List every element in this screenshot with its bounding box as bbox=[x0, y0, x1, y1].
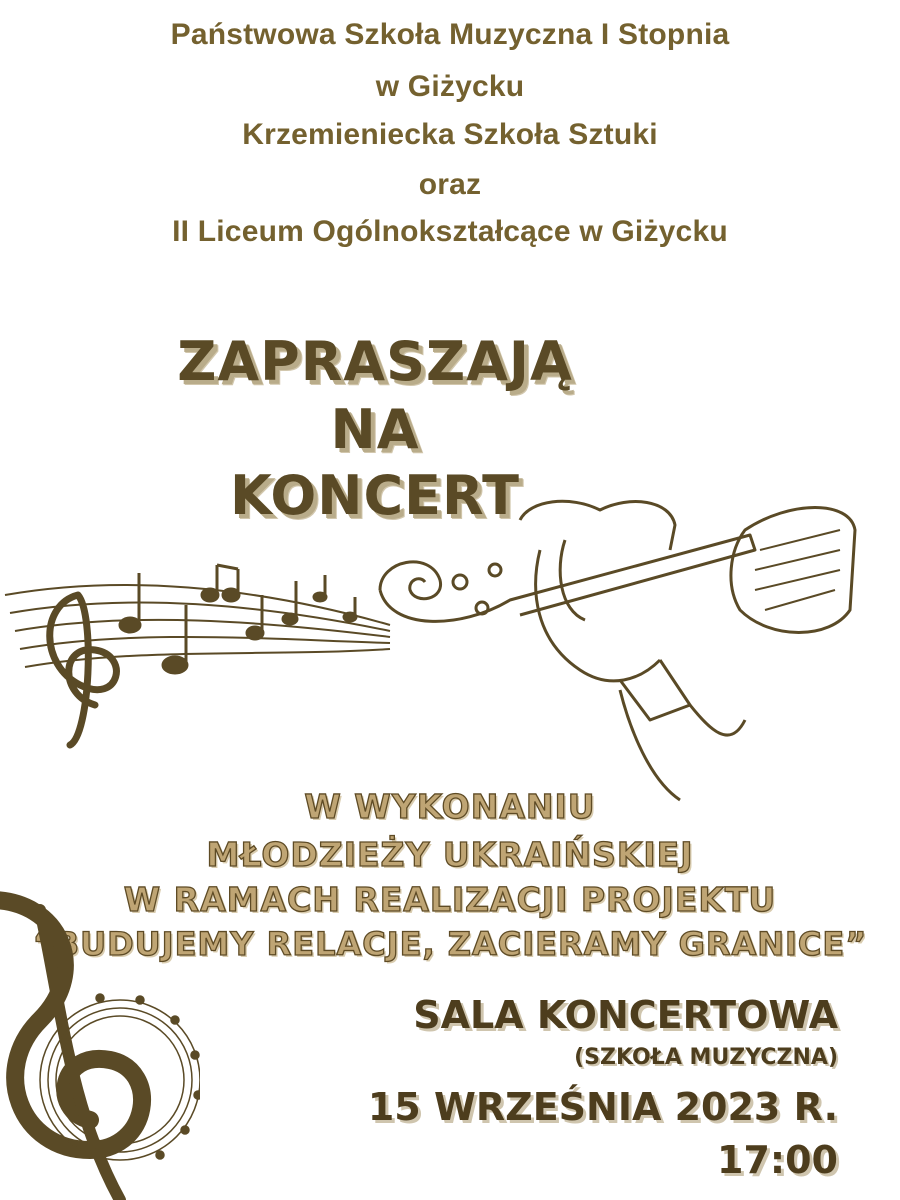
organizer-line-2: w Giżycku bbox=[375, 70, 525, 103]
project-title: “BUDUJEMY RELACJE, ZACIERAMY GRANICE” bbox=[32, 925, 868, 963]
organizer-line-3: Krzemieniecka Szkoła Sztuki bbox=[242, 118, 658, 151]
treble-clef-icon bbox=[0, 880, 200, 1200]
organizer-line-4: oraz bbox=[418, 168, 482, 201]
invite-line-3: KONCERT bbox=[229, 464, 521, 527]
small-treble-clef-icon bbox=[50, 595, 117, 745]
violin-hand-illustration bbox=[370, 490, 860, 810]
venue: SALA KONCERTOWA bbox=[413, 993, 838, 1037]
organizer-line-1: Państwowa Szkoła Muzyczna I Stopnia bbox=[170, 18, 730, 51]
venue-note: (SZKOŁA MUZYCZNA) bbox=[574, 1045, 838, 1070]
event-date: 15 WRZEŚNIA 2023 R. bbox=[367, 1085, 838, 1129]
event-time: 17:00 bbox=[717, 1138, 838, 1182]
music-staff-illustration bbox=[0, 555, 400, 755]
performance-line-1: W WYKONANIU bbox=[304, 787, 596, 826]
invite-line-2: NA bbox=[330, 398, 420, 461]
performance-line-2: MŁODZIEŻY UKRAIŃSKIEJ bbox=[206, 835, 694, 874]
organizer-line-5: II Liceum Ogólnokształcące w Giżycku bbox=[172, 215, 728, 248]
invite-line-1: ZAPRASZAJĄ bbox=[177, 330, 573, 393]
performance-line-3: W RAMACH REALIZACJI PROJEKTU bbox=[123, 880, 777, 919]
